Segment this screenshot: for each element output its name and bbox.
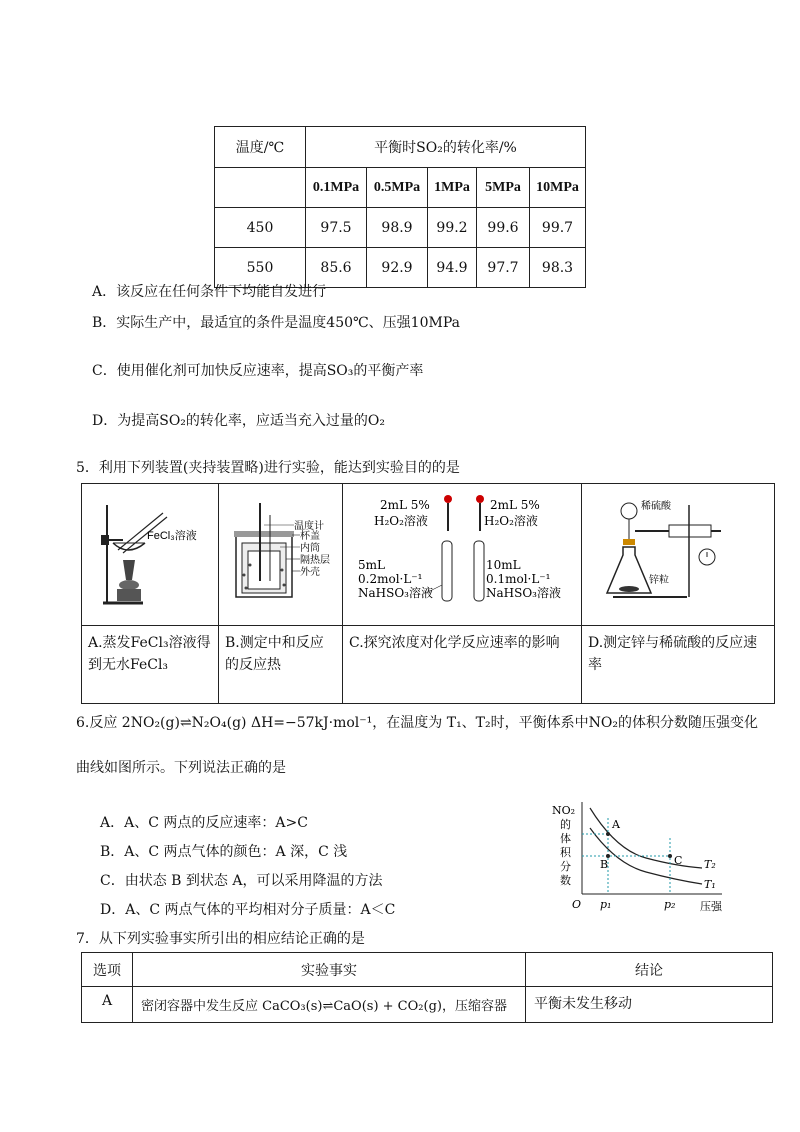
t1-label: T₁ bbox=[704, 878, 716, 891]
pressure-header: 0.1MPa bbox=[306, 168, 367, 208]
option-b: B．实际生产中，最适宜的条件是温度450℃、压强10MPa bbox=[92, 315, 460, 331]
c-left-bot-1: 0.2mol·L⁻¹ bbox=[358, 572, 423, 586]
apparatus-d bbox=[582, 484, 775, 626]
row-conclusion: 平衡未发生移动 bbox=[526, 987, 773, 1023]
p1-label: p₁ bbox=[600, 898, 612, 911]
ylabel-5: 数 bbox=[560, 874, 571, 887]
origin-label: O bbox=[572, 898, 582, 911]
temp-cell: 450 bbox=[215, 208, 306, 248]
option-a: A．该反应在任何条件下均能自发进行 bbox=[92, 284, 327, 300]
conversion-header: 平衡时SO₂的转化率/% bbox=[306, 127, 586, 168]
test-tubes-icon bbox=[344, 485, 580, 620]
temp-header: 温度/℃ bbox=[215, 127, 306, 168]
t2-label: T₂ bbox=[704, 858, 716, 871]
value-cell: 98.9 bbox=[367, 208, 428, 248]
c-left-top: 2mL 5% bbox=[380, 498, 430, 512]
point-c-label: C bbox=[674, 854, 683, 867]
empty-cell bbox=[215, 168, 306, 208]
value-cell: 98.3 bbox=[530, 248, 586, 288]
table-row bbox=[215, 208, 586, 248]
no2-pressure-graph bbox=[546, 798, 732, 914]
q6-option-d: D．A、C 两点气体的平均相对分子质量：A＜C bbox=[100, 902, 396, 918]
conclusion-table bbox=[81, 952, 773, 1023]
evaporation-apparatus-icon bbox=[83, 485, 217, 620]
ylabel-4: 分 bbox=[560, 860, 571, 873]
pressure-header: 5MPa bbox=[477, 168, 530, 208]
c-left-bot-0: 5mL bbox=[358, 558, 385, 572]
apparatus-a bbox=[82, 484, 219, 626]
option-c: C．使用催化剂可加快反应速率，提高SO₃的平衡产率 bbox=[92, 363, 424, 379]
point-b-label: B bbox=[600, 858, 609, 871]
c-right-bot-2: NaHSO₃溶液 bbox=[486, 586, 561, 600]
ylabel-2: 体 bbox=[560, 832, 571, 845]
point-a-label: A bbox=[612, 818, 620, 831]
header-option: 选项 bbox=[82, 953, 133, 987]
c-right-bot-1: 0.1mol·L⁻¹ bbox=[486, 572, 551, 586]
apparatus-c bbox=[343, 484, 582, 626]
c-right-top2: H₂O₂溶液 bbox=[484, 514, 538, 528]
conversion-table bbox=[214, 126, 586, 288]
c-left-top2: H₂O₂溶液 bbox=[374, 514, 428, 528]
header-fact: 实验事实 bbox=[133, 953, 526, 987]
row-option: A bbox=[82, 987, 133, 1023]
apparatus-table bbox=[81, 483, 775, 704]
xlabel: 压强 bbox=[700, 900, 722, 913]
pressure-header: 1MPa bbox=[428, 168, 477, 208]
value-cell: 97.7 bbox=[477, 248, 530, 288]
row-fact: 密闭容器中发生反应 CaCO₃(s)⇌CaO(s) + CO₂(g)，压缩容器 bbox=[133, 987, 526, 1023]
value-cell: 92.9 bbox=[367, 248, 428, 288]
insulation-label: 隔热层 bbox=[300, 555, 330, 566]
value-cell: 99.6 bbox=[477, 208, 530, 248]
value-cell: 99.7 bbox=[530, 208, 586, 248]
caption-d: D.测定锌与稀硫酸的反应速率 bbox=[582, 626, 775, 704]
c-right-top: 2mL 5% bbox=[490, 498, 540, 512]
value-cell: 99.2 bbox=[428, 208, 477, 248]
q6-option-a: A．A、C 两点的反应速率：A>C bbox=[100, 815, 308, 831]
pressure-header: 10MPa bbox=[530, 168, 586, 208]
acid-label: 稀硫酸 bbox=[641, 501, 671, 512]
apparatus-b bbox=[219, 484, 343, 626]
c-left-bot-2: NaHSO₃溶液 bbox=[358, 586, 433, 600]
pressure-header: 0.5MPa bbox=[367, 168, 428, 208]
caption-c: C.探究浓度对化学反应速率的影响 bbox=[343, 626, 582, 704]
zinc-label: 锌粒 bbox=[649, 575, 669, 586]
table-row bbox=[82, 987, 773, 1023]
thermometer-label: 温度计 bbox=[294, 521, 324, 532]
fecl3-label: FeCl₃溶液 bbox=[147, 530, 197, 542]
caption-b: B.测定中和反应的反应热 bbox=[219, 626, 343, 704]
inner-label: 内筒 bbox=[300, 543, 320, 554]
question-5-stem: 5．利用下列装置(夹持装置略)进行实验，能达到实验目的的是 bbox=[76, 460, 460, 476]
option-d: D．为提高SO₂的转化率，应适当充入过量的O₂ bbox=[92, 413, 385, 429]
p2-label: p₂ bbox=[664, 898, 676, 911]
caption-a: A.蒸发FeCl₃溶液得到无水FeCl₃ bbox=[82, 626, 219, 704]
temp-cell: 550 bbox=[215, 248, 306, 288]
question-7-stem: 7．从下列实验事实所引出的相应结论正确的是 bbox=[76, 931, 365, 947]
calorimeter-icon bbox=[220, 485, 341, 620]
value-cell: 85.6 bbox=[306, 248, 367, 288]
ylabel-0: NO₂ bbox=[552, 804, 576, 817]
value-cell: 94.9 bbox=[428, 248, 477, 288]
header-conclusion: 结论 bbox=[526, 953, 773, 987]
lid-label: 杯盖 bbox=[300, 531, 320, 542]
c-right-bot-0: 10mL bbox=[486, 558, 521, 572]
ylabel-3: 积 bbox=[560, 846, 571, 859]
q6-option-b: B．A、C 两点气体的颜色：A 深，C 浅 bbox=[100, 844, 348, 860]
q6-option-c: C．由状态 B 到状态 A，可以采用降温的方法 bbox=[100, 873, 383, 889]
gas-syringe-apparatus-icon bbox=[583, 485, 773, 620]
value-cell: 97.5 bbox=[306, 208, 367, 248]
question-6-stem: 6.反应 2NO₂(g)⇌N₂O₄(g) ΔH=−57kJ·mol⁻¹，在温度为 T₁、T₂时，平衡体系中NO₂的体积分数随压强变化 bbox=[76, 715, 758, 731]
shell-label: 外壳 bbox=[300, 567, 320, 578]
ylabel-1: 的 bbox=[560, 818, 571, 831]
question-6-stem-2: 曲线如图所示。下列说法正确的是 bbox=[76, 760, 286, 776]
